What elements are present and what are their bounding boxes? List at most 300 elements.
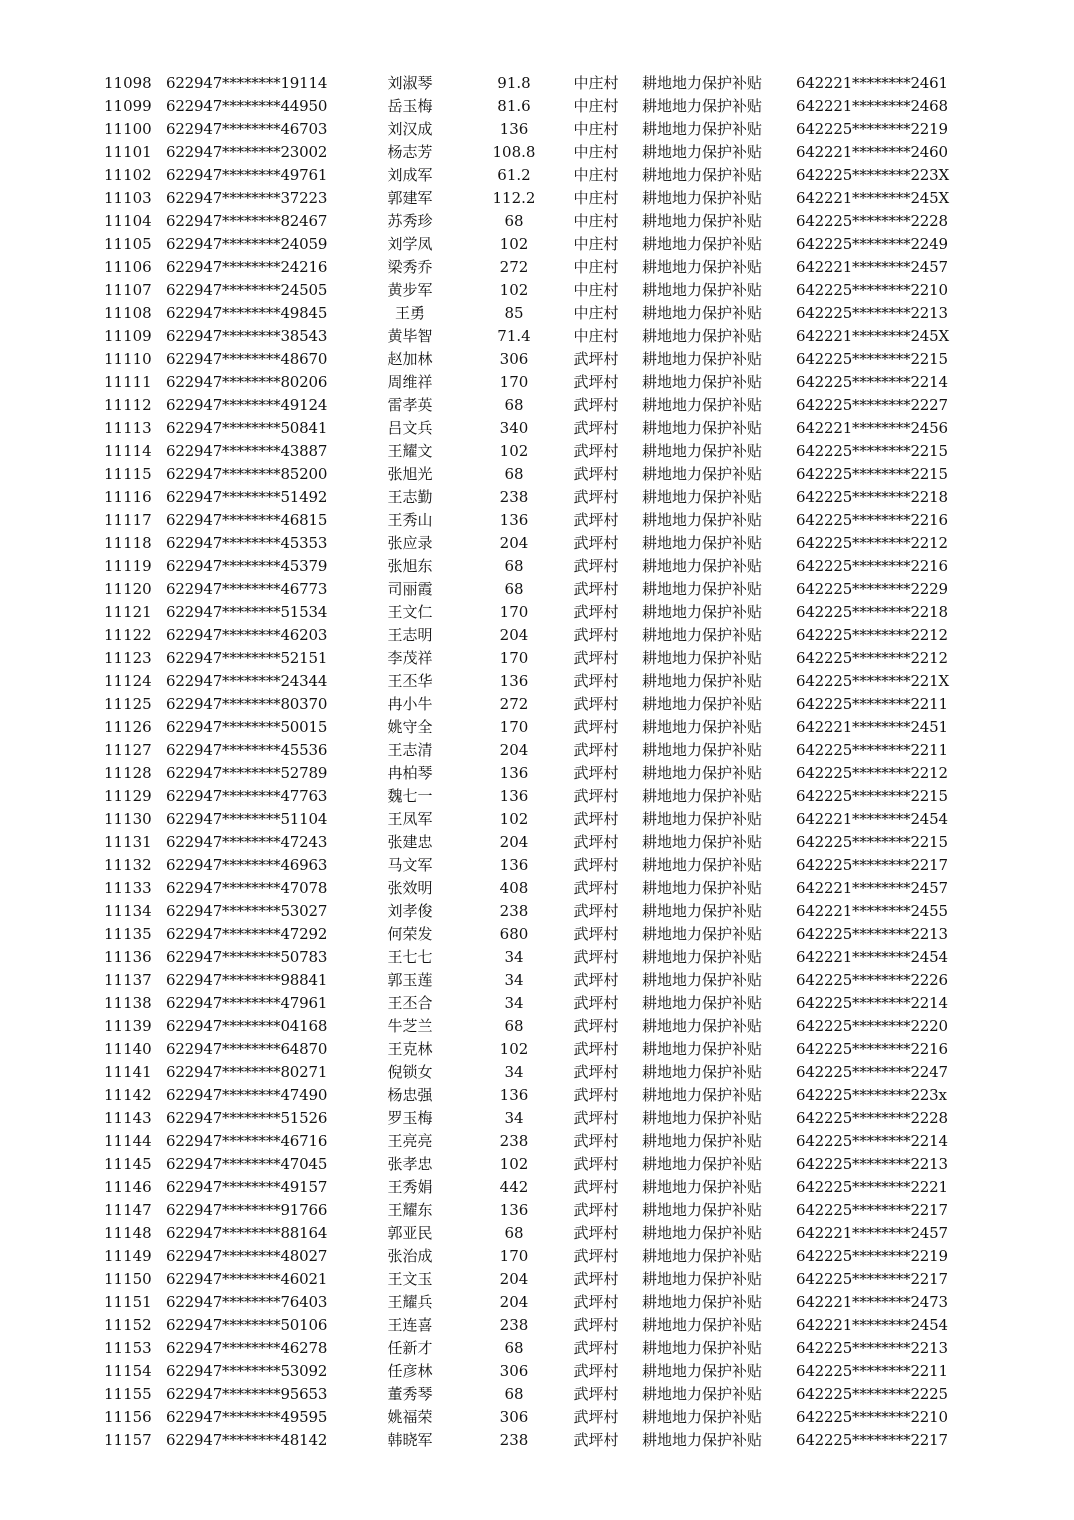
id-number: 642225********2215: [796, 787, 948, 805]
bank-account: 622947********46021: [166, 1270, 328, 1288]
village-name: 中庄村: [573, 97, 619, 115]
subsidy-type: 耕地地力保护补贴: [642, 787, 763, 805]
bank-account: 622947********46716: [166, 1132, 328, 1150]
subsidy-amount: 204: [499, 741, 529, 759]
subsidy-amount: 136: [499, 120, 529, 138]
table-row: [0, 693, 1074, 716]
bank-account: 622947********46278: [166, 1339, 328, 1357]
row-number: 11106: [104, 258, 152, 276]
village-name: 武坪村: [573, 1086, 619, 1104]
table-row: [0, 647, 1074, 670]
village-name: 武坪村: [573, 741, 619, 759]
subsidy-amount: 68: [504, 1017, 524, 1035]
bank-account: 622947********19114: [166, 74, 328, 92]
bank-account: 622947********24216: [166, 258, 328, 276]
subsidy-type: 耕地地力保护补贴: [642, 120, 763, 138]
subsidy-type: 耕地地力保护补贴: [642, 1178, 763, 1196]
subsidy-type: 耕地地力保护补贴: [642, 1063, 763, 1081]
subsidy-amount: 238: [499, 1132, 529, 1150]
id-number: 642225********2210: [796, 281, 948, 299]
village-name: 武坪村: [573, 1316, 619, 1334]
recipient-name: 罗玉梅: [387, 1109, 433, 1127]
table-row: [0, 900, 1074, 923]
recipient-name: 吕文兵: [387, 419, 433, 437]
recipient-name: 张旭光: [387, 465, 433, 483]
recipient-name: 李茂祥: [387, 649, 433, 667]
village-name: 武坪村: [573, 626, 619, 644]
bank-account: 622947********47292: [166, 925, 328, 943]
row-number: 11145: [104, 1155, 152, 1173]
table-row: [0, 1360, 1074, 1383]
id-number: 642225********2247: [796, 1063, 948, 1081]
table-row: [0, 1245, 1074, 1268]
village-name: 武坪村: [573, 925, 619, 943]
recipient-name: 冉小牛: [387, 695, 433, 713]
recipient-name: 岳玉梅: [387, 97, 433, 115]
table-row: [0, 1314, 1074, 1337]
table-row: [0, 808, 1074, 831]
subsidy-amount: 68: [504, 396, 524, 414]
id-number: 642225********2229: [796, 580, 948, 598]
subsidy-amount: 272: [499, 258, 529, 276]
village-name: 武坪村: [573, 1224, 619, 1242]
subsidy-type: 耕地地力保护补贴: [642, 143, 763, 161]
row-number: 11116: [104, 488, 152, 506]
bank-account: 622947********46773: [166, 580, 328, 598]
id-number: 642225********2212: [796, 649, 948, 667]
bank-account: 622947********76403: [166, 1293, 328, 1311]
id-number: 642221********2457: [796, 879, 948, 897]
village-name: 武坪村: [573, 580, 619, 598]
village-name: 武坪村: [573, 1293, 619, 1311]
recipient-name: 冉柏琴: [387, 764, 433, 782]
id-number: 642225********2212: [796, 534, 948, 552]
recipient-name: 任新才: [387, 1339, 433, 1357]
recipient-name: 王丕合: [387, 994, 433, 1012]
row-number: 11110: [104, 350, 152, 368]
row-number: 11149: [104, 1247, 152, 1265]
village-name: 武坪村: [573, 1132, 619, 1150]
row-number: 11142: [104, 1086, 152, 1104]
id-number: 642225********223X: [796, 166, 949, 184]
row-number: 11123: [104, 649, 152, 667]
recipient-name: 张治成: [387, 1247, 433, 1265]
recipient-name: 刘成军: [387, 166, 433, 184]
subsidy-amount: 340: [499, 419, 529, 437]
recipient-name: 王耀文: [387, 442, 433, 460]
id-number: 642225********221X: [796, 672, 949, 690]
row-number: 11151: [104, 1293, 152, 1311]
id-number: 642225********2213: [796, 1155, 948, 1173]
village-name: 武坪村: [573, 856, 619, 874]
row-number: 11118: [104, 534, 152, 552]
row-number: 11127: [104, 741, 152, 759]
recipient-name: 马文军: [387, 856, 433, 874]
recipient-name: 司丽霞: [387, 580, 433, 598]
subsidy-amount: 136: [499, 672, 529, 690]
village-name: 中庄村: [573, 120, 619, 138]
subsidy-type: 耕地地力保护补贴: [642, 902, 763, 920]
id-number: 642221********2468: [796, 97, 948, 115]
village-name: 中庄村: [573, 166, 619, 184]
bank-account: 622947********91766: [166, 1201, 328, 1219]
subsidy-type: 耕地地力保护补贴: [642, 557, 763, 575]
subsidy-type: 耕地地力保护补贴: [642, 695, 763, 713]
id-number: 642225********2215: [796, 442, 948, 460]
table-row: [0, 1061, 1074, 1084]
id-number: 642221********2457: [796, 1224, 948, 1242]
village-name: 武坪村: [573, 879, 619, 897]
subsidy-amount: 68: [504, 557, 524, 575]
recipient-name: 任彦林: [387, 1362, 433, 1380]
bank-account: 622947********46963: [166, 856, 328, 874]
table-row: [0, 279, 1074, 302]
id-number: 642225********2220: [796, 1017, 948, 1035]
bank-account: 622947********49761: [166, 166, 328, 184]
row-number: 11138: [104, 994, 152, 1012]
bank-account: 622947********48670: [166, 350, 328, 368]
table-row: [0, 946, 1074, 969]
village-name: 武坪村: [573, 1385, 619, 1403]
row-number: 11150: [104, 1270, 152, 1288]
bank-account: 622947********46815: [166, 511, 328, 529]
id-number: 642225********2219: [796, 120, 948, 138]
id-number: 642221********2455: [796, 902, 948, 920]
table-row: [0, 95, 1074, 118]
row-number: 11156: [104, 1408, 152, 1426]
subsidy-amount: 136: [499, 1201, 529, 1219]
village-name: 武坪村: [573, 718, 619, 736]
recipient-name: 魏七一: [387, 787, 433, 805]
bank-account: 622947********04168: [166, 1017, 328, 1035]
row-number: 11136: [104, 948, 152, 966]
subsidy-amount: 102: [499, 1155, 529, 1173]
subsidy-amount: 71.4: [497, 327, 531, 345]
subsidy-amount: 102: [499, 281, 529, 299]
id-number: 642221********2456: [796, 419, 948, 437]
bank-account: 622947********37223: [166, 189, 328, 207]
table-row: [0, 394, 1074, 417]
recipient-name: 雷孝英: [387, 396, 433, 414]
recipient-name: 张孝忠: [387, 1155, 433, 1173]
row-number: 11128: [104, 764, 152, 782]
recipient-name: 王连喜: [387, 1316, 433, 1334]
subsidy-amount: 68: [504, 1224, 524, 1242]
row-number: 11104: [104, 212, 152, 230]
row-number: 11111: [104, 373, 152, 391]
id-number: 642225********2211: [796, 695, 948, 713]
subsidy-type: 耕地地力保护补贴: [642, 1408, 763, 1426]
subsidy-amount: 85: [504, 304, 524, 322]
recipient-name: 张应录: [387, 534, 433, 552]
village-name: 武坪村: [573, 902, 619, 920]
recipient-name: 刘孝俊: [387, 902, 433, 920]
subsidy-amount: 238: [499, 1316, 529, 1334]
bank-account: 622947********50106: [166, 1316, 328, 1334]
row-number: 11122: [104, 626, 152, 644]
village-name: 武坪村: [573, 1431, 619, 1449]
village-name: 武坪村: [573, 810, 619, 828]
village-name: 武坪村: [573, 787, 619, 805]
bank-account: 622947********80206: [166, 373, 328, 391]
subsidy-type: 耕地地力保护补贴: [642, 1270, 763, 1288]
subsidy-type: 耕地地力保护补贴: [642, 649, 763, 667]
recipient-name: 王凤军: [387, 810, 433, 828]
subsidy-amount: 238: [499, 488, 529, 506]
subsidy-type: 耕地地力保护补贴: [642, 1040, 763, 1058]
village-name: 武坪村: [573, 672, 619, 690]
subsidy-type: 耕地地力保护补贴: [642, 488, 763, 506]
bank-account: 622947********45353: [166, 534, 328, 552]
subsidy-type: 耕地地力保护补贴: [642, 281, 763, 299]
row-number: 11141: [104, 1063, 152, 1081]
subsidy-amount: 91.8: [497, 74, 531, 92]
row-number: 11109: [104, 327, 152, 345]
bank-account: 622947********47763: [166, 787, 328, 805]
id-number: 642225********2216: [796, 1040, 948, 1058]
recipient-name: 王丕华: [387, 672, 433, 690]
village-name: 武坪村: [573, 603, 619, 621]
row-number: 11103: [104, 189, 152, 207]
table-row: [0, 877, 1074, 900]
row-number: 11101: [104, 143, 152, 161]
subsidy-amount: 136: [499, 511, 529, 529]
subsidy-type: 耕地地力保护补贴: [642, 350, 763, 368]
id-number: 642225********2228: [796, 212, 948, 230]
subsidy-type: 耕地地力保护补贴: [642, 741, 763, 759]
row-number: 11117: [104, 511, 152, 529]
table-row: [0, 1222, 1074, 1245]
subsidy-type: 耕地地力保护补贴: [642, 764, 763, 782]
subsidy-amount: 68: [504, 1385, 524, 1403]
subsidy-amount: 68: [504, 212, 524, 230]
id-number: 642221********2457: [796, 258, 948, 276]
row-number: 11124: [104, 672, 152, 690]
subsidy-type: 耕地地力保护补贴: [642, 373, 763, 391]
subsidy-type: 耕地地力保护补贴: [642, 1431, 763, 1449]
table-row: [0, 1130, 1074, 1153]
recipient-name: 杨志芳: [387, 143, 433, 161]
recipient-name: 董秀琴: [387, 1385, 433, 1403]
village-name: 中庄村: [573, 143, 619, 161]
bank-account: 622947********88164: [166, 1224, 328, 1242]
id-number: 642221********2454: [796, 1316, 948, 1334]
row-number: 11100: [104, 120, 152, 138]
subsidy-table: [0, 72, 1074, 1452]
subsidy-amount: 408: [499, 879, 529, 897]
recipient-name: 王亮亮: [387, 1132, 433, 1150]
bank-account: 622947********53027: [166, 902, 328, 920]
id-number: 642225********2227: [796, 396, 948, 414]
recipient-name: 张效明: [387, 879, 433, 897]
recipient-name: 牛芝兰: [387, 1017, 433, 1035]
row-number: 11119: [104, 557, 152, 575]
row-number: 11152: [104, 1316, 152, 1334]
id-number: 642225********2216: [796, 557, 948, 575]
village-name: 武坪村: [573, 833, 619, 851]
subsidy-amount: 68: [504, 580, 524, 598]
table-row: [0, 1176, 1074, 1199]
village-name: 中庄村: [573, 304, 619, 322]
bank-account: 622947********50841: [166, 419, 328, 437]
village-name: 武坪村: [573, 488, 619, 506]
recipient-name: 王文仁: [387, 603, 433, 621]
subsidy-type: 耕地地力保护补贴: [642, 603, 763, 621]
id-number: 642225********2219: [796, 1247, 948, 1265]
village-name: 武坪村: [573, 557, 619, 575]
table-row: [0, 164, 1074, 187]
table-row: [0, 1038, 1074, 1061]
village-name: 中庄村: [573, 258, 619, 276]
subsidy-amount: 136: [499, 787, 529, 805]
subsidy-amount: 204: [499, 534, 529, 552]
subsidy-type: 耕地地力保护补贴: [642, 1339, 763, 1357]
village-name: 武坪村: [573, 350, 619, 368]
table-row: [0, 256, 1074, 279]
village-name: 中庄村: [573, 189, 619, 207]
row-number: 11130: [104, 810, 152, 828]
subsidy-type: 耕地地力保护补贴: [642, 419, 763, 437]
bank-account: 622947********51534: [166, 603, 328, 621]
subsidy-amount: 170: [499, 718, 529, 736]
row-number: 11120: [104, 580, 152, 598]
village-name: 武坪村: [573, 1178, 619, 1196]
recipient-name: 何荣发: [387, 925, 433, 943]
row-number: 11137: [104, 971, 152, 989]
subsidy-type: 耕地地力保护补贴: [642, 1293, 763, 1311]
row-number: 11143: [104, 1109, 152, 1127]
recipient-name: 张旭东: [387, 557, 433, 575]
id-number: 642221********2460: [796, 143, 948, 161]
row-number: 11148: [104, 1224, 152, 1242]
village-name: 武坪村: [573, 1063, 619, 1081]
subsidy-type: 耕地地力保护补贴: [642, 327, 763, 345]
row-number: 11108: [104, 304, 152, 322]
subsidy-type: 耕地地力保护补贴: [642, 1109, 763, 1127]
village-name: 武坪村: [573, 1247, 619, 1265]
village-name: 武坪村: [573, 649, 619, 667]
id-number: 642221********2454: [796, 810, 948, 828]
row-number: 11126: [104, 718, 152, 736]
recipient-name: 黄步军: [387, 281, 433, 299]
recipient-name: 张建忠: [387, 833, 433, 851]
row-number: 11146: [104, 1178, 152, 1196]
subsidy-type: 耕地地力保护补贴: [642, 166, 763, 184]
id-number: 642225********2218: [796, 488, 948, 506]
id-number: 642225********2213: [796, 925, 948, 943]
table-row: [0, 785, 1074, 808]
table-row: [0, 992, 1074, 1015]
subsidy-type: 耕地地力保护补贴: [642, 1224, 763, 1242]
id-number: 642221********2454: [796, 948, 948, 966]
row-number: 11102: [104, 166, 152, 184]
bank-account: 622947********80370: [166, 695, 328, 713]
subsidy-type: 耕地地力保护补贴: [642, 1385, 763, 1403]
subsidy-type: 耕地地力保护补贴: [642, 810, 763, 828]
recipient-name: 王志清: [387, 741, 433, 759]
subsidy-type: 耕地地力保护补贴: [642, 1247, 763, 1265]
recipient-name: 刘学凤: [387, 235, 433, 253]
id-number: 642225********2215: [796, 350, 948, 368]
subsidy-type: 耕地地力保护补贴: [642, 1155, 763, 1173]
village-name: 武坪村: [573, 1339, 619, 1357]
bank-account: 622947********24505: [166, 281, 328, 299]
village-name: 武坪村: [573, 465, 619, 483]
subsidy-type: 耕地地力保护补贴: [642, 1316, 763, 1334]
village-name: 武坪村: [573, 1270, 619, 1288]
table-row: [0, 210, 1074, 233]
recipient-name: 刘汉成: [387, 120, 433, 138]
table-row: [0, 72, 1074, 95]
recipient-name: 姚福荣: [387, 1408, 433, 1426]
id-number: 642225********2218: [796, 603, 948, 621]
bank-account: 622947********53092: [166, 1362, 328, 1380]
table-row: [0, 509, 1074, 532]
table-row: [0, 463, 1074, 486]
table-row: [0, 440, 1074, 463]
recipient-name: 杨忠强: [387, 1086, 433, 1104]
village-name: 中庄村: [573, 327, 619, 345]
table-row: [0, 486, 1074, 509]
subsidy-amount: 102: [499, 810, 529, 828]
table-row: [0, 1015, 1074, 1038]
village-name: 武坪村: [573, 1201, 619, 1219]
village-name: 武坪村: [573, 1408, 619, 1426]
bank-account: 622947********50015: [166, 718, 328, 736]
subsidy-type: 耕地地力保护补贴: [642, 971, 763, 989]
row-number: 11121: [104, 603, 152, 621]
subsidy-type: 耕地地力保护补贴: [642, 304, 763, 322]
id-number: 642225********2214: [796, 994, 948, 1012]
row-number: 11112: [104, 396, 152, 414]
village-name: 中庄村: [573, 235, 619, 253]
subsidy-type: 耕地地力保护补贴: [642, 948, 763, 966]
id-number: 642225********2210: [796, 1408, 948, 1426]
subsidy-type: 耕地地力保护补贴: [642, 97, 763, 115]
table-row: [0, 1268, 1074, 1291]
bank-account: 622947********48142: [166, 1431, 328, 1449]
table-row: [0, 348, 1074, 371]
id-number: 642221********2451: [796, 718, 948, 736]
bank-account: 622947********46703: [166, 120, 328, 138]
table-row: [0, 325, 1074, 348]
subsidy-amount: 442: [499, 1178, 529, 1196]
village-name: 武坪村: [573, 442, 619, 460]
bank-account: 622947********47078: [166, 879, 328, 897]
subsidy-type: 耕地地力保护补贴: [642, 74, 763, 92]
village-name: 武坪村: [573, 534, 619, 552]
recipient-name: 郭玉莲: [387, 971, 433, 989]
recipient-name: 倪锁女: [387, 1063, 433, 1081]
row-number: 11113: [104, 419, 152, 437]
subsidy-type: 耕地地力保护补贴: [642, 833, 763, 851]
table-row: [0, 923, 1074, 946]
subsidy-amount: 306: [499, 1408, 529, 1426]
id-number: 642225********2226: [796, 971, 948, 989]
id-number: 642225********2215: [796, 465, 948, 483]
row-number: 11133: [104, 879, 152, 897]
bank-account: 622947********23002: [166, 143, 328, 161]
id-number: 642225********2213: [796, 1339, 948, 1357]
subsidy-amount: 238: [499, 1431, 529, 1449]
row-number: 11140: [104, 1040, 152, 1058]
subsidy-amount: 61.2: [497, 166, 531, 184]
bank-account: 622947********45379: [166, 557, 328, 575]
subsidy-type: 耕地地力保护补贴: [642, 1017, 763, 1035]
id-number: 642225********2212: [796, 626, 948, 644]
table-row: [0, 187, 1074, 210]
village-name: 武坪村: [573, 511, 619, 529]
